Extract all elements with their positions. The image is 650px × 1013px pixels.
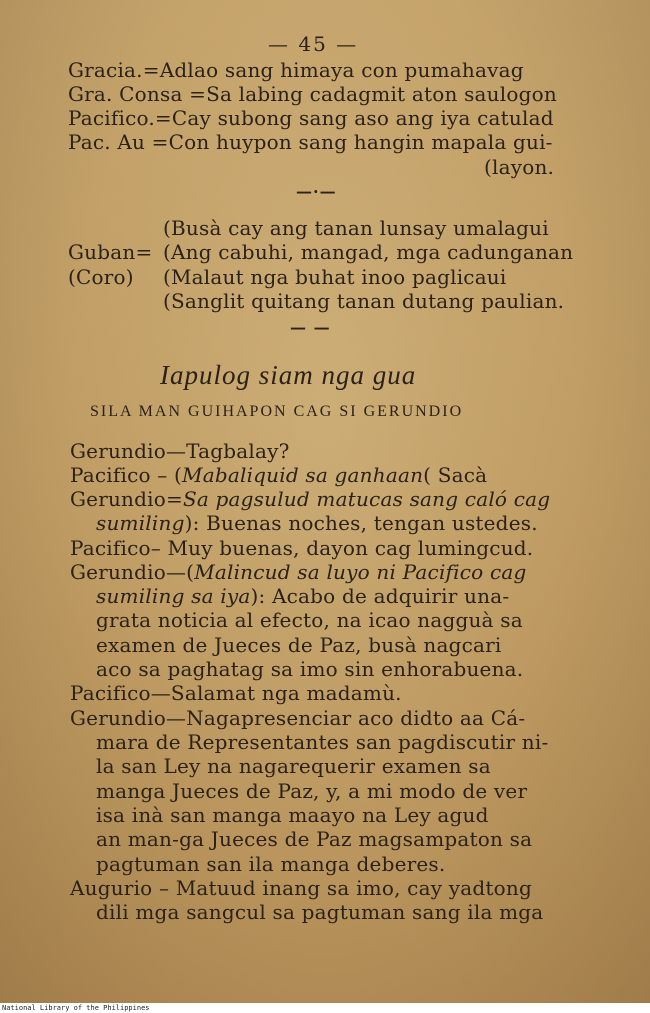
footer-credit: National Library of the Philippines	[0, 1003, 650, 1013]
dialogue-line: Gerundio=Sa pagsulud matucas sang caló cag	[70, 487, 551, 511]
scene-subtitle: SILA MAN GUIHAPON CAG SI GERUNDIO	[90, 403, 464, 420]
scene-title: Iapulog siam nga gua	[160, 360, 417, 390]
dialogue-line: Pacifico—Salamat nga madamù.	[70, 681, 402, 705]
separator: — —	[290, 318, 331, 337]
dialogue-line: Augurio – Matuud inang sa imo, cay yadtong	[70, 876, 532, 900]
verse-line: Pacifico.=Cay subong sang aso ang iya catulad	[68, 106, 554, 130]
dialogue-line: Gerundio—Tagbalay?	[70, 439, 290, 463]
chorus-speaker: (Coro)	[68, 265, 134, 289]
chorus-speaker: Guban=	[68, 240, 153, 264]
verse-line: (layon.	[484, 155, 555, 179]
dialogue-line: examen de Jueces de Paz, busà nagcari	[96, 633, 502, 657]
page-number: — 45 —	[268, 32, 359, 56]
dialogue-line: manga Jueces de Paz, y, a mi modo de ver	[96, 779, 528, 803]
verse-line: Pac. Au =Con huypon sang hangin mapala gui-	[68, 130, 553, 154]
dialogue-line: dili mga sangcul sa pagtuman sang ila mga	[96, 900, 544, 924]
dialogue-line: an man-ga Jueces de Paz magsampaton sa	[96, 827, 533, 851]
dialogue-line: sumiling sa iya): Acabo de adquirir una-	[96, 584, 510, 608]
chorus-line: (Busà cay ang tanan lunsay umalagui	[163, 216, 549, 240]
dialogue-line: pagtuman san ila manga deberes.	[96, 852, 446, 876]
dialogue-line: sumiling): Buenas noches, tengan ustedes.	[96, 511, 538, 535]
chorus-line: (Ang cabuhi, mangad, mga cadunganan	[163, 240, 574, 264]
dialogue-line: Pacifico– Muy buenas, dayon cag lumingcud.	[70, 536, 534, 560]
verse-line: Gra. Consa =Sa labing cadagmit aton saulogon	[68, 82, 557, 106]
verse-line: Gracia.=Adlao sang himaya con pumahavag	[68, 58, 524, 82]
dialogue-line: isa inà san manga maayo na Ley agud	[96, 803, 489, 827]
dialogue-line: Gerundio—(Malincud sa luyo ni Pacifico cag	[70, 560, 527, 584]
dialogue-line: mara de Representantes san pagdiscutir ni-	[96, 730, 549, 754]
dialogue-line: Pacifico – (Mabaliquid sa ganhaan( Sacà	[70, 463, 488, 487]
dialogue-line: Gerundio—Nagapresenciar aco didto aa Cá-	[70, 706, 526, 730]
chorus-line: (Sanglit quitang tanan dutang paulian.	[163, 289, 565, 313]
dialogue-line: la san Ley na nagarequerir examen sa	[96, 754, 491, 778]
dialogue-line: grata noticia al efecto, na icao nagguà sa	[96, 608, 523, 632]
chorus-line: (Malaut nga buhat inoo paglicaui	[163, 265, 507, 289]
separator: —·—	[296, 182, 337, 201]
dialogue-line: aco sa paghatag sa imo sin enhorabuena.	[96, 657, 524, 681]
